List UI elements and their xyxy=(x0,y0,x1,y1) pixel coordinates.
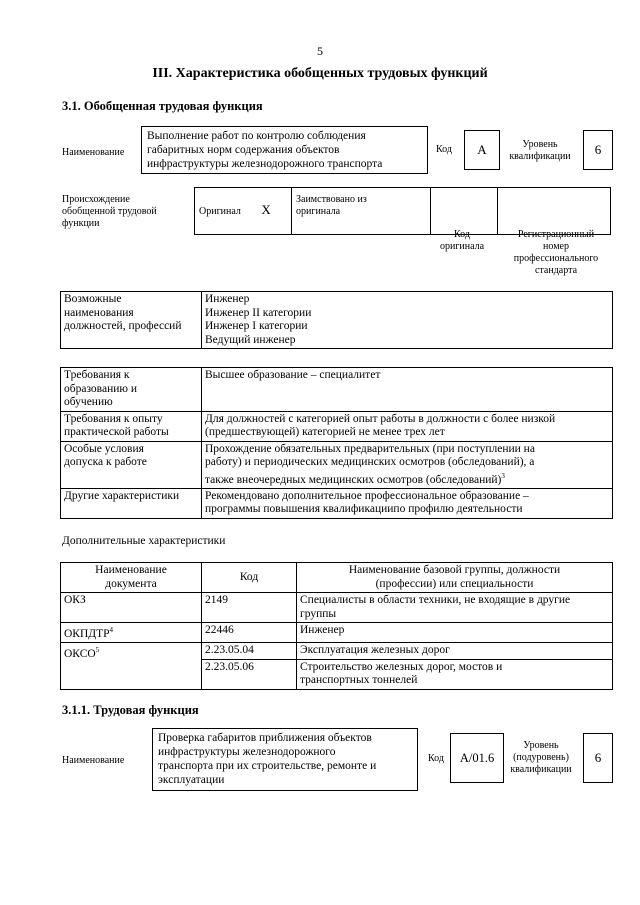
doc-cell: ОКСО$^5$ xyxy=(61,643,202,690)
gtf-level-label: Уровень квалификации xyxy=(509,139,571,162)
table-row xyxy=(61,593,613,623)
origin-original-cell: Оригинал X xyxy=(195,188,292,235)
origin-borrowed-cell: Заимствовано из оригинала xyxy=(292,188,431,235)
section-title: III. Характеристика обобщенных трудовых функций xyxy=(152,66,488,81)
gtf-name-line: Выполнение работ по контролю соблюдения xyxy=(147,130,366,142)
gtf-name-box xyxy=(141,126,428,174)
gtf-name-line: инфраструктуры железнодорожного транспорта xyxy=(147,158,383,170)
code-cell: 2149 xyxy=(202,593,297,623)
origin-label: Происхождение обобщенной трудовой функции xyxy=(62,194,157,229)
gtf-name-line: габаритных норм содержания объектов xyxy=(147,144,340,156)
edu-label: Требования к образованию и обучению xyxy=(61,368,202,412)
doc-cell: ОКПДТР$^4$ xyxy=(61,623,202,643)
col-name-header: Наименование базовой группы, должности (профессии) или специальности xyxy=(297,563,613,593)
col-code-header: Код xyxy=(202,563,297,593)
edu-value: Высшее образование – специалитет xyxy=(202,368,613,412)
special-label: Особые условия допуска к работе xyxy=(61,441,202,488)
positions-table xyxy=(60,291,613,349)
name-cell: Эксплуатация железных дорог xyxy=(297,643,613,660)
tf-name-label: Наименование xyxy=(62,755,125,766)
original-check-mark: X xyxy=(261,202,271,218)
position-item: Инженер I категории xyxy=(205,320,308,332)
gtf-code-label: Код xyxy=(436,144,452,155)
origin-table xyxy=(194,187,611,235)
gtf-heading: 3.1. Обобщенная трудовая функция xyxy=(62,99,263,113)
table-row xyxy=(61,623,613,643)
name-cell: Специалисты в области техники, не входящие в другие группы xyxy=(297,593,613,623)
origin-code-cell xyxy=(431,188,498,235)
other-label: Другие характеристики xyxy=(61,488,202,518)
gtf-level-value: 6 xyxy=(583,130,613,170)
doc-cell: ОКЗ xyxy=(61,593,202,623)
table-row xyxy=(61,643,613,660)
code-original-caption: Код оригинала xyxy=(439,229,485,252)
position-item: Ведущий инженер xyxy=(205,333,296,346)
exp-value: Для должностей с категорией опыт работы в должности с более низкой (предшествующей) категорией не менее трех лет xyxy=(202,411,613,441)
special-value: Прохождение обязательных предварительных (при поступлении на работу) и периодических медицинских осмотров (обследований), а также внеочередных медицинских осмотров (обследований)$^3$ xyxy=(202,441,613,488)
position-item: Инженер xyxy=(205,293,250,305)
tf-heading: 3.1.1. Трудовая функция xyxy=(62,703,199,717)
additional-heading: Дополнительные характеристики xyxy=(62,535,226,547)
positions-label: Возможные наименования должностей, профессий xyxy=(61,292,202,349)
exp-label: Требования к опыту практической работы xyxy=(61,411,202,441)
code-cell: 22446 xyxy=(202,623,297,643)
tf-code-value: A/01.6 xyxy=(450,733,504,783)
tf-code-label: Код xyxy=(428,753,444,764)
tf-level-value: 6 xyxy=(583,733,613,783)
positions-list xyxy=(202,292,613,349)
position-item: Инженер II категории xyxy=(205,306,312,319)
gtf-code-value: A xyxy=(464,130,500,170)
other-value: Рекомендовано дополнительное профессиональное образование – программы повышения квалификациипо профилю деятельности xyxy=(202,488,613,518)
requirements-table xyxy=(60,367,613,519)
code-cell: 2.23.05.04 xyxy=(202,643,297,660)
col-doc-header: Наименование документа xyxy=(61,563,202,593)
name-cell: Строительство железных дорог, мостов и транспортных тоннелей xyxy=(297,659,613,689)
page-number: 5 xyxy=(317,44,323,58)
tf-name-box: Проверка габаритов приближения объектов инфраструктуры железнодорожного транспорта при их строительстве, ремонте и эксплуатации xyxy=(152,728,418,791)
gtf-name-label: Наименование xyxy=(62,147,125,158)
origin-reg-cell xyxy=(498,188,611,235)
reg-number-caption: Регистрационный номер профессионального стандарта xyxy=(513,229,599,276)
footnote-ref: 3 xyxy=(501,471,505,480)
name-cell: Инженер xyxy=(297,623,613,643)
code-cell: 2.23.05.06 xyxy=(202,659,297,689)
additional-table xyxy=(60,562,613,690)
tf-level-label: Уровень (подуровень) квалификации xyxy=(510,740,572,775)
